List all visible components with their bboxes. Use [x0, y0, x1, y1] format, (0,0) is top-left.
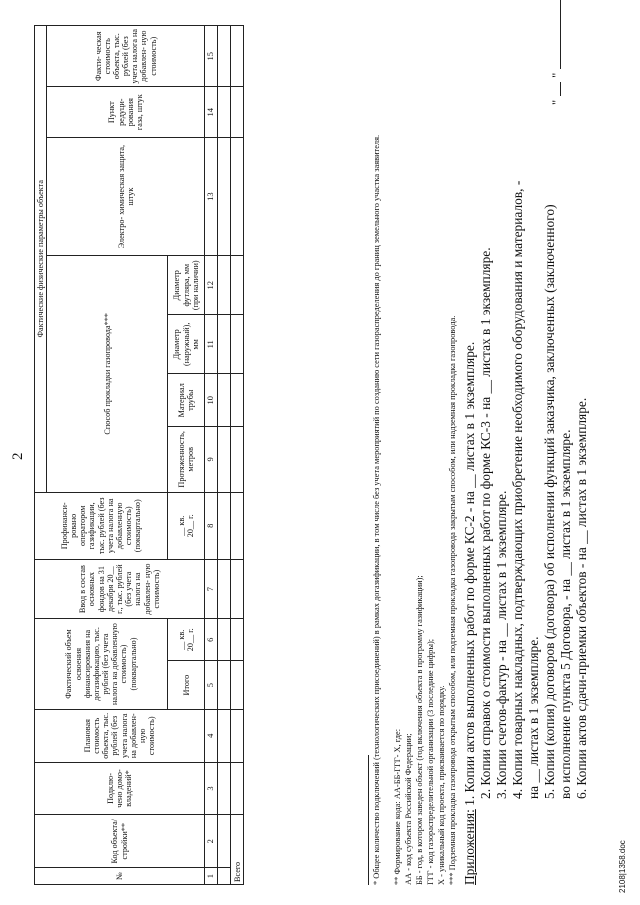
appendix-line-2: 2. Копии справок о стоимости выполненных работ по форме КС-3 - на __ листах в 1 экземпляре.: [478, 247, 493, 799]
footnote: ** Формирование кода: АА-ББ-ГГГ- Х, где:: [393, 728, 402, 885]
footnote: ГГГ - код газораспределительной организации (3 последние цифры);: [426, 638, 435, 885]
header-actual-cost: Факти- ческая стоимость объекта, тыс. рублей (без учета налога на добавлен- ную стоимость): [47, 26, 205, 87]
header-actual-funding: Фактический объем освоения финансирования на догазификацию, тыс. рублей (без учета налога на добавленную стоимость) (поквартально): [35, 619, 168, 710]
appendix-line-5-cont: во исполнение пункта 5 Договора, - на __ листах в 1 экземпляре.: [558, 429, 573, 799]
footnote-separator: [368, 755, 369, 885]
header-quarter-financing: __ кв. 20__ г.: [168, 492, 205, 560]
column-number: 10: [205, 374, 218, 427]
column-number: 6: [205, 619, 218, 661]
appendix-line-1: Приложения: 1. Копии актов выполненных работ по форме КС-2 - на __ листах в 1 экземпляре.: [462, 341, 477, 885]
footnote: * Общее количество подключений (технологических присоединений) в рамках догазификации, в том числе без учета мероприятий по созданию сети газораспределения до границ земельного участка заявителя.: [372, 134, 381, 885]
header-code: Код объекта/ стройки**: [35, 815, 205, 868]
header-financing: Профинанси- ровано оператором газификации, тыс. рублей (без учета налога на добавленную стоимость) (поквартально): [35, 492, 168, 560]
appendix-title: Приложения:: [462, 809, 477, 885]
appendix-line-4-cont: на __ листах в 1 экземпляре.: [526, 636, 541, 799]
appendix-line-5: 5. Копии (копия) договоров (договора) об исполнении функций заказчика, заключенных (заключенного): [542, 204, 557, 799]
header-quarter-funding: __ кв. 20__ г.: [168, 619, 205, 661]
header-laying-method: Способ прокладки газопровода***: [47, 256, 168, 492]
header-physical-params: Фактические физические параметры объекта: [35, 26, 47, 493]
header-no: №: [35, 868, 205, 885]
column-number: 3: [205, 762, 218, 815]
date-line: "": [550, 0, 565, 105]
header-length: Протяженность, метров: [168, 427, 205, 492]
total-row: [231, 26, 244, 885]
column-number: 1: [205, 868, 218, 885]
file-id: 2108|1358.doc: [618, 840, 627, 893]
footnote: Х - уникальный код проекта, присваивается по порядку.: [437, 685, 446, 885]
footnote: *** Подземная прокладка газопровода открытым способом, или подземная прокладка газопровода закрытым способом, или надземная прокладка газопровода.: [448, 315, 457, 885]
report-table: [34, 25, 244, 885]
column-number: 9: [205, 427, 218, 492]
column-number: 8: [205, 492, 218, 560]
appendix-line-3: 3. Копии счетов-фактур - на __ листах в 1 экземпляре.: [494, 490, 509, 799]
column-number: 11: [205, 315, 218, 374]
column-number: 5: [205, 661, 218, 710]
header-ecp: Электро- химическая защита, штук: [47, 138, 205, 256]
header-case-diameter: Диаметр футляра, мм (при наличии): [168, 256, 205, 315]
column-number: 4: [205, 709, 218, 762]
column-number: 2: [205, 815, 218, 868]
header-total: Итого: [168, 661, 205, 710]
header-commissioning: Ввод в состав основных фондов на 31 декабря 20__ г., тыс. рублей (без учета налога на добавлен- ную стоимость): [35, 560, 205, 619]
column-number: 7: [205, 560, 218, 619]
footnote: ББ - год, в котором заведен объект (год включения объекта в программу газификации);: [415, 575, 424, 885]
column-number: 12: [205, 256, 218, 315]
header-grp: Пункт редуци- рования газа, штук: [47, 87, 205, 138]
column-number: 13: [205, 138, 218, 256]
appendix-line-4: 4. Копии товарных накладных, подтверждающих приобретение необходимого оборудования и материалов, -: [510, 180, 525, 799]
column-number-row: [205, 26, 218, 885]
column-number: 15: [205, 26, 218, 87]
column-number: 14: [205, 87, 218, 138]
header-pipe-material: Материал трубы: [168, 374, 205, 427]
header-subdivision: Подклю- чено домо- владений*: [35, 762, 205, 815]
data-row-empty: [218, 26, 231, 885]
footnote: АА - код субъекта Российской Федерации;: [404, 733, 413, 885]
header-planned-cost: Плановая стоимость объекта, тыс. рублей (без учета налога на добавлен- ную стоимость): [35, 709, 205, 762]
total-row-label: Всего: [231, 815, 244, 885]
appendix-line-6: 6. Копии актов сдачи-приемки объектов - на __ листах в 1 экземпляре.: [574, 397, 589, 799]
page-number: 2: [10, 452, 26, 460]
header-outer-diameter: Диаметр (наружный), мм: [168, 315, 205, 374]
